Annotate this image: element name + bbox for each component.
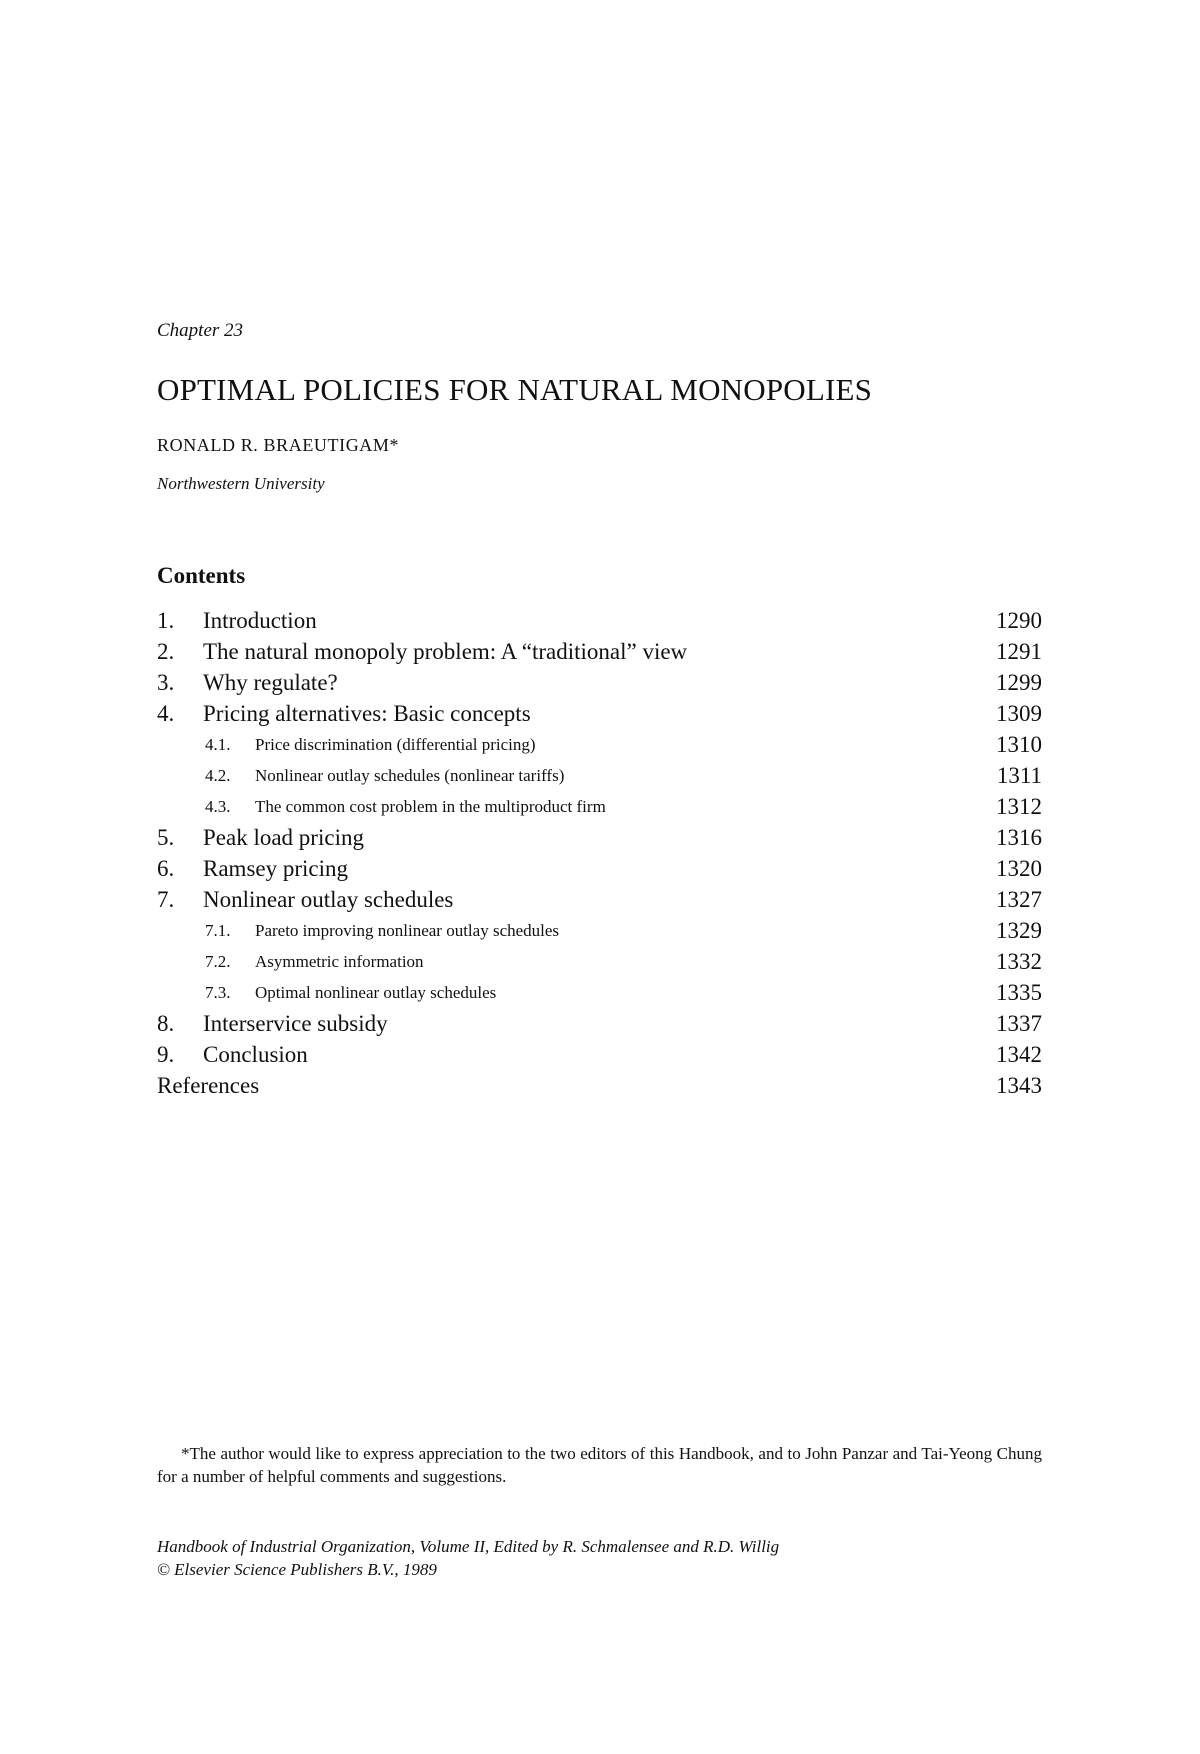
- toc-entry-title: References: [157, 1073, 260, 1098]
- toc-entry-page: 1329: [996, 918, 1042, 943]
- imprint-copyright: © Elsevier Science Publishers B.V., 1989: [157, 1560, 437, 1579]
- toc-entry-page: 1337: [996, 1011, 1042, 1036]
- toc-entry-title: Interservice subsidy: [203, 1011, 388, 1036]
- toc-entry-number: 7.: [157, 887, 175, 912]
- toc-entry-page: 1309: [996, 701, 1042, 726]
- toc-entry: [157, 605, 1042, 636]
- toc-entry-number: 6.: [157, 856, 175, 881]
- toc-entry-page: 1311: [996, 763, 1042, 788]
- chapter-title: OPTIMAL POLICIES FOR NATURAL MONOPOLIES: [157, 372, 873, 407]
- toc-entry-page: 1310: [996, 732, 1042, 757]
- toc-entry: [157, 698, 1042, 729]
- toc-entry-page: 1335: [996, 980, 1042, 1005]
- toc-entry-title: Ramsey pricing: [203, 856, 348, 881]
- toc-entry: [157, 853, 1042, 884]
- toc-entry: [157, 636, 1042, 667]
- toc-subentry: [157, 915, 1042, 946]
- toc-entry-title: Conclusion: [203, 1042, 308, 1067]
- toc-entry-number: 2.: [157, 639, 175, 664]
- toc-subentry: [157, 729, 1042, 760]
- toc-subentry: [157, 977, 1042, 1008]
- toc-entry-title: Peak load pricing: [203, 825, 364, 850]
- toc-entry-number: 9.: [157, 1042, 175, 1067]
- toc-entry: [157, 884, 1042, 915]
- toc-entry-title: Nonlinear outlay schedules: [203, 887, 454, 912]
- imprint-source: Handbook of Industrial Organization, Volume II, Edited by R. Schmalensee and R.D. Willig: [157, 1537, 780, 1556]
- toc-entry-title: Introduction: [203, 608, 317, 633]
- toc-entry-page: 1332: [996, 949, 1042, 974]
- toc-entry-page: 1320: [996, 856, 1042, 881]
- publication-imprint: [157, 1535, 779, 1581]
- toc-entry-title: Price discrimination (differential pricing): [255, 735, 536, 754]
- toc-subentry: [157, 791, 1042, 822]
- toc-entry: [157, 1039, 1042, 1070]
- toc-entry-page: 1312: [996, 794, 1042, 819]
- toc-entry-page: 1316: [996, 825, 1042, 850]
- toc-entry: [157, 667, 1042, 698]
- toc-entry-number: 4.2.: [205, 766, 231, 785]
- toc-entry-title: The natural monopoly problem: A “traditional” view: [203, 639, 688, 664]
- toc-entry: [157, 1008, 1042, 1039]
- toc-subentry: [157, 946, 1042, 977]
- toc-entry-page: 1290: [996, 608, 1042, 633]
- toc-entry-number: 7.2.: [205, 952, 231, 971]
- toc-entry-number: 4.3.: [205, 797, 231, 816]
- toc-entry-number: 5.: [157, 825, 175, 850]
- table-of-contents: [157, 605, 1042, 1101]
- author-footnote: *The author would like to express appreciation to the two editors of this Handbook, and to John Panzar and Tai-Yeong Chung for a number of helpful comments and suggestions.: [157, 1444, 1042, 1486]
- toc-entry-title: Nonlinear outlay schedules (nonlinear tariffs): [255, 766, 565, 785]
- toc-entry-number: 8.: [157, 1011, 175, 1036]
- toc-entry-page: 1291: [996, 639, 1042, 664]
- toc-entry-title: Why regulate?: [203, 670, 338, 695]
- toc-entry-page: 1327: [996, 887, 1042, 912]
- author-name: RONALD R. BRAEUTIGAM*: [157, 435, 400, 455]
- toc-entry: [157, 822, 1042, 853]
- contents-heading: Contents: [157, 563, 246, 588]
- chapter-label: Chapter 23: [157, 320, 244, 341]
- toc-entry-title: Pareto improving nonlinear outlay schedules: [255, 921, 560, 940]
- toc-entry-page: 1342: [996, 1042, 1042, 1067]
- toc-entry-page: 1343: [996, 1073, 1042, 1098]
- toc-entry-references: [157, 1070, 1042, 1101]
- toc-entry-number: 1.: [157, 608, 175, 633]
- toc-entry-page: 1299: [996, 670, 1042, 695]
- toc-entry-title: Asymmetric information: [255, 952, 424, 971]
- author-affiliation: Northwestern University: [157, 474, 325, 493]
- toc-entry-title: Pricing alternatives: Basic concepts: [203, 701, 531, 726]
- toc-entry-number: 7.1.: [205, 921, 231, 940]
- toc-entry-number: 7.3.: [205, 983, 231, 1002]
- toc-entry-number: 4.: [157, 701, 175, 726]
- toc-entry-title: Optimal nonlinear outlay schedules: [255, 983, 497, 1002]
- toc-entry-number: 4.1.: [205, 735, 231, 754]
- toc-entry-number: 3.: [157, 670, 175, 695]
- toc-entry-title: The common cost problem in the multiproduct firm: [255, 797, 606, 816]
- toc-subentry: [157, 760, 1042, 791]
